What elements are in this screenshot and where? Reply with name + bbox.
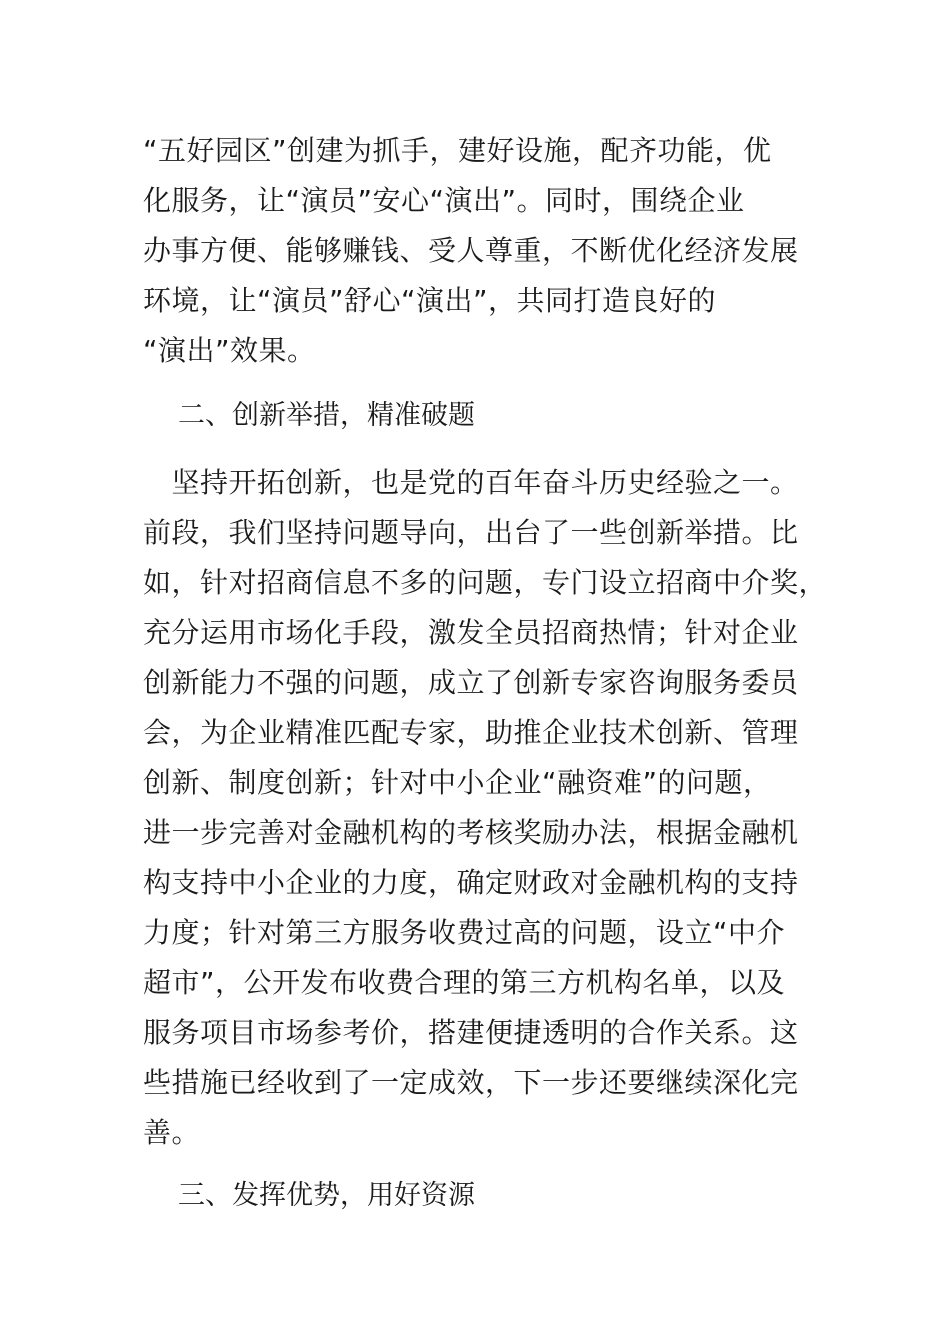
body-paragraph-2 (143, 458, 828, 1158)
text-line: 构支持中小企业的力度，确定财政对金融机构的支持 (143, 866, 799, 899)
text-line: 环境，让“演员”舒心“演出”，共同打造良好的 (143, 284, 717, 317)
text-line: 充分运用市场化手段，激发全员招商热情；针对企业 (143, 616, 799, 649)
section-heading-3: 三、发挥优势，用好资源 (178, 1180, 475, 1211)
text-line: 坚持开拓创新，也是党的百年奋斗历史经验之一。 (143, 466, 799, 499)
text-line: “五好园区”创建为抓手，建好设施，配齐功能，优 (143, 134, 772, 167)
text-line: 服务项目市场参考价，搭建便捷透明的合作关系。这 (143, 1016, 799, 1049)
text-line: 如，针对招商信息不多的问题，专门设立招商中介奖， (143, 566, 828, 599)
text-line: 化服务，让“演员”安心“演出”。同时，围绕企业 (143, 184, 745, 217)
section-heading-2: 二、创新举措，精准破题 (178, 400, 475, 431)
text-line: 办事方便、能够赚钱、受人尊重，不断优化经济发展 (143, 234, 799, 267)
text-line: 创新、制度创新；针对中小企业“融资难”的问题， (143, 766, 772, 799)
text-line: 创新能力不强的问题，成立了创新专家咨询服务委员 (143, 666, 799, 699)
text-line: “演出”效果。 (143, 334, 316, 367)
text-line: 进一步完善对金融机构的考核奖励办法，根据金融机 (143, 816, 799, 849)
text-line: 前段，我们坚持问题导向，出台了一些创新举措。比 (143, 516, 799, 549)
text-line: 善。 (143, 1116, 201, 1149)
text-line: 会，为企业精准匹配专家，助推企业技术创新、管理 (143, 716, 799, 749)
text-line: 超市”，公开发布收费合理的第三方机构名单，以及 (143, 966, 786, 999)
text-line: 些措施已经收到了一定成效，下一步还要继续深化完 (143, 1066, 799, 1099)
text-line: 力度；针对第三方服务收费过高的问题，设立“中介 (143, 916, 786, 949)
body-paragraph-1 (143, 126, 815, 376)
